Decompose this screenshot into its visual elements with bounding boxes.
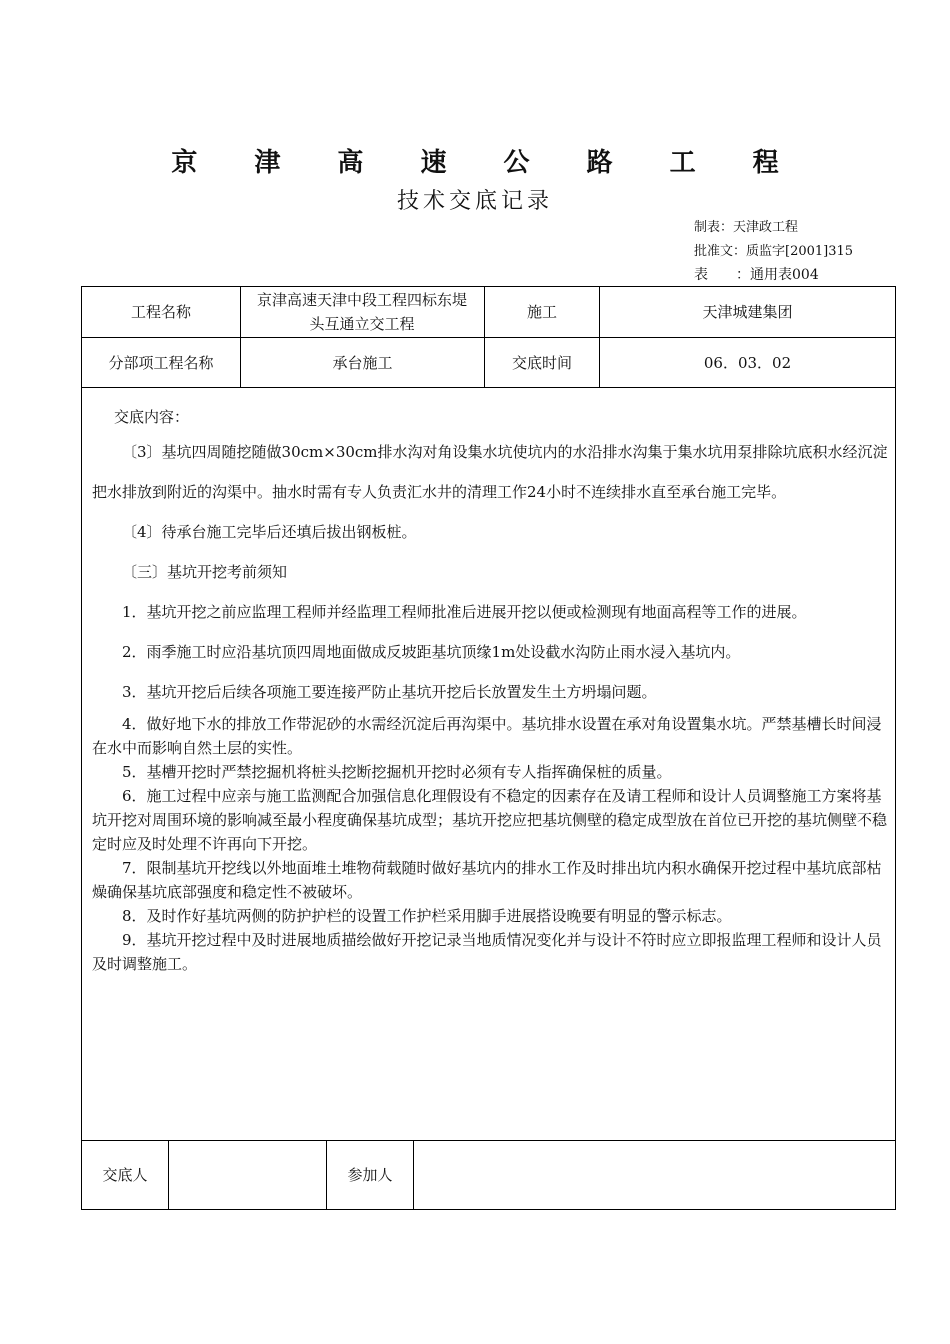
document-title: 京 津 高 速 公 路 工 程	[171, 148, 803, 178]
content-paragraph: 2．雨季施工时应沿基坑顶四周地面做成反坡距基坑顶缘1m处设截水沟防止雨水浸入基坑内。	[122, 643, 741, 661]
presenter-label: 交底人	[102, 1166, 148, 1184]
form-number	[694, 264, 819, 284]
handover-content	[92, 402, 892, 976]
content-paragraph: 9．基坑开挖过程中及时进展地质描绘做好开挖记录当地质情况变化并与设计不符时应立即报监理工程师和设计人员及时调整施工。	[92, 931, 882, 973]
content-paragraph: 〔3〕基坑四周随挖随做30cm×30cm排水沟对角设集水坑使坑内的水沿排水沟集于集水坑用泵排除坑底积水经沉淀把水排放到附近的沟渠中。抽水时需有专人负责汇水井的清理工作24小时不连续排水直至承台施工完毕。	[92, 443, 888, 501]
content-paragraph: 5．基槽开挖时严禁挖掘机将桩头挖断挖掘机开挖时必须有专人指挥确保桩的质量。	[122, 763, 672, 781]
subproject-label: 分部项工程名称	[108, 353, 214, 372]
document-subtitle: 技术交底记录	[396, 189, 553, 214]
issuer-note: 制表：天津政工程	[694, 220, 799, 235]
handover-date-label: 交底时间	[511, 353, 572, 372]
content-paragraph: 7．限制基坑开挖线以外地面堆土堆物荷载随时做好基坑内的排水工作及时排出坑内积水确保开挖过程中基坑底部枯燥确保基坑底部强度和稳定性不被破坏。	[92, 859, 882, 901]
content-paragraph: 6．施工过程中应亲与施工监测配合加强信息化理假设有不稳定的因素存在及请工程师和设计人员调整施工方案将基坑开挖对周围环境的影响减至最小程度确保基坑成型；基坑开挖应把基坑侧壁的稳定成型放在首位已开挖的基坑侧壁不稳定时应及时处理不许再向下开挖。	[92, 787, 888, 853]
handover-date-value: 06．03．02	[703, 353, 792, 372]
project-name-label: 工程名称	[130, 303, 191, 321]
content-paragraph: 8．及时作好基坑两侧的防护护栏的设置工作护栏采用脚手进展搭设晚要有明显的警示标志。	[122, 907, 732, 925]
row-divider	[81, 387, 896, 388]
content-paragraph: 1．基坑开挖之前应监理工程师并经监理工程师批准后进展开挖以便或检测现有地面高程等工作的进展。	[122, 603, 807, 621]
project-name-value: 京津高速天津中段工程四标东堤头互通立交工程	[256, 291, 467, 333]
form-label: 表	[694, 267, 708, 283]
content-paragraph: 〔三〕基坑开挖考前须知	[122, 563, 288, 581]
approval-note: 批准文：质监字[2001]315	[694, 244, 854, 259]
participant-value	[414, 1141, 895, 1209]
content-heading: 交底内容：	[114, 408, 190, 426]
content-paragraph: 3．基坑开挖后后续各项施工要连接严防止基坑开挖后长放置发生土方坍塌问题。	[122, 683, 657, 701]
participant-label: 参加人	[347, 1166, 393, 1184]
subproject-value: 承台施工	[332, 353, 393, 372]
contractor-value: 天津城建集团	[702, 303, 793, 321]
form-value: ：通用表004	[736, 267, 819, 283]
contractor-label: 施工	[526, 303, 557, 321]
presenter-value	[169, 1141, 326, 1209]
content-paragraph: 〔4〕待承台施工完毕后还填后拔出钢板桩。	[122, 523, 417, 541]
content-paragraph: 4．做好地下水的排放工作带泥砂的水需经沉淀后再沟渠中。基坑排水设置在承对角设置集水坑。严禁基槽长时间浸在水中而影响自然土层的实性。	[92, 715, 882, 757]
